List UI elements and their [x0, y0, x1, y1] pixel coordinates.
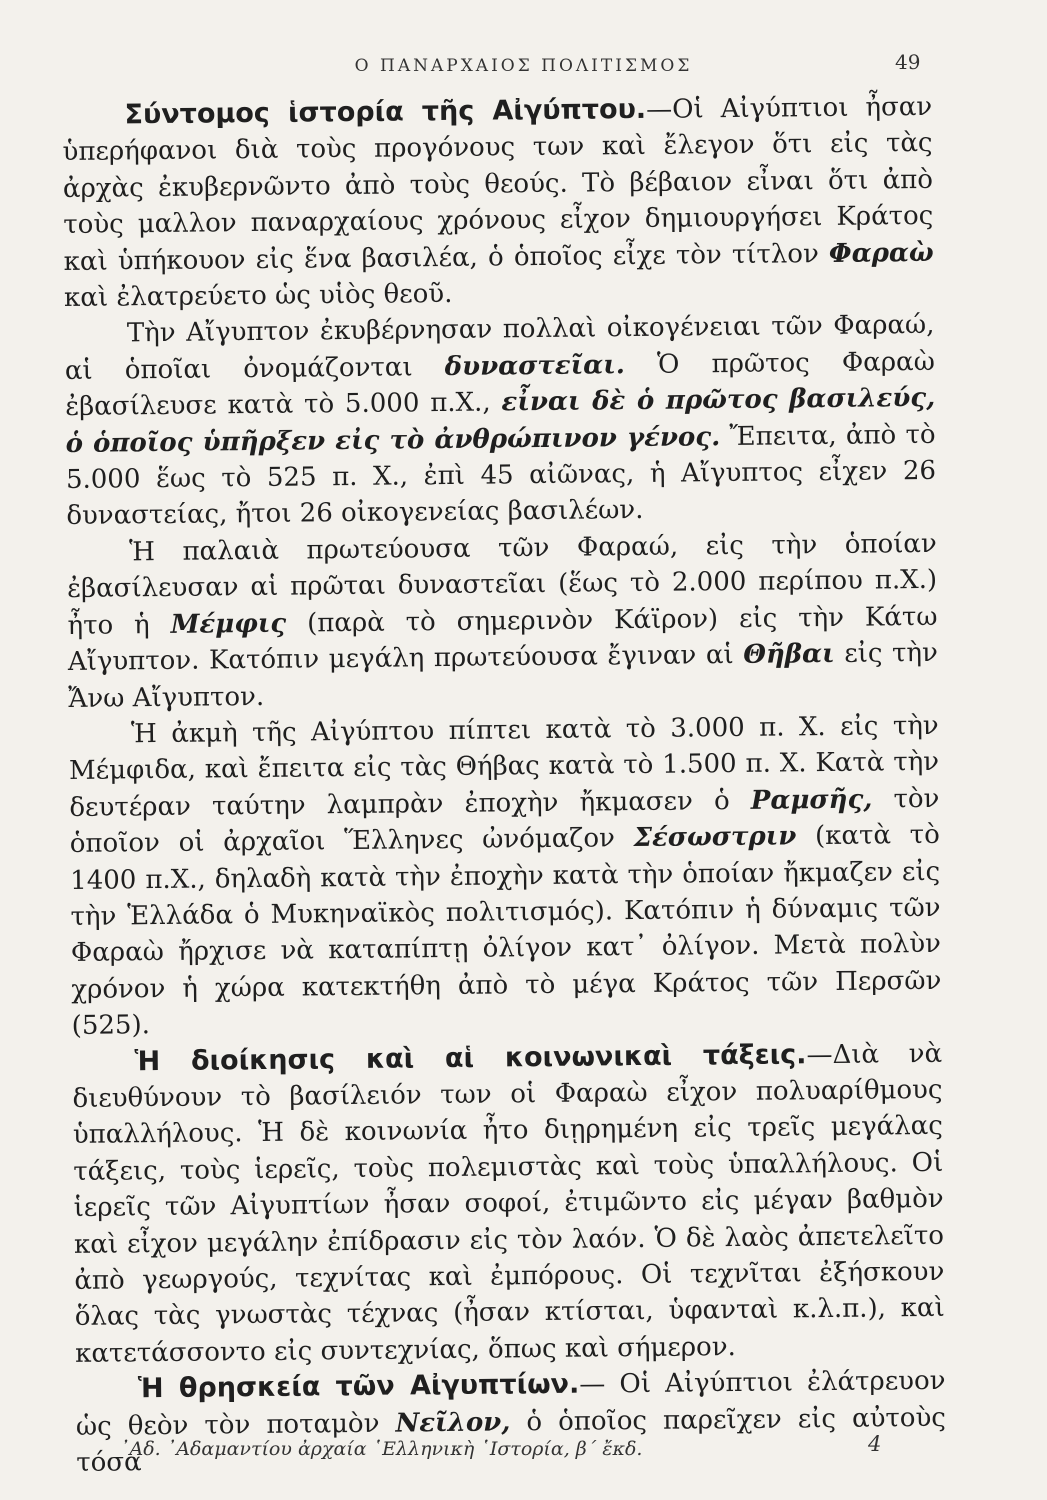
text-run: —Οἱ Αἰγύπτιοι ἦσαν ὑπερήφανοι διὰ τοὺς προγόνους των καὶ ἔλεγον ὅτι εἰς τὰς ἀρχὰς ἐκυβερνῶντο ἀπὸ τοὺς θεούς. Τὸ βέβαιον εἶναι ὅτι ἀπὸ τοὺς μαλλον παναρχαίους χρόνους εἶχον δημιουργήσει Κράτος καὶ ὑπήκουον εἰς ἕνα βασιλέα, ὁ ὁποῖος εἶχε τὸν τίτλον — [62, 91, 934, 277]
section-heading-history: Σύντομος ἱστορία τῆς Αἰγύπτου. — [124, 93, 647, 131]
text-run: ὁ ὁποῖος παρεῖχεν εἰς αὐτοὺς τόσα — [76, 1402, 947, 1478]
page-number: 49 — [895, 50, 921, 74]
term-sesostris: Σέσωστριν — [633, 821, 797, 854]
term-thebes: Θῆβαι — [743, 639, 835, 670]
body-text — [62, 89, 946, 1481]
term-pharaoh: Φαραὼ — [828, 237, 934, 269]
term-memphis: Μέμφις — [170, 608, 287, 640]
text-run: Ἡ παλαιὰ πρωτεύουσα τῶν Φαραώ, εἰς τὴν ὁποίαν ἐβασίλευσαν αἱ πρῶται δυναστεῖαι (ἕως τὸ 2.000 περίπου π.Χ.) ἦτο ἡ — [66, 528, 938, 641]
running-title: Ο ΠΑΝΑΡΧΑΙΟΣ ΠΟΛΙΤΙΣΜΟΣ — [354, 56, 693, 76]
text-run: — Οἱ Αἰγύπτιοι ἐλάτρευον ὡς θεὸν τὸν ποταμὸν — [75, 1366, 946, 1442]
paragraph-peak — [68, 708, 941, 1045]
section-heading-administration: Ἡ διοίκησις καὶ αἱ κοινωνικαὶ τάξεις. — [134, 1038, 807, 1077]
paragraph-administration — [72, 1035, 945, 1372]
section-heading-religion: Ἡ θρησκεία τῶν Αἰγυπτίων. — [137, 1368, 580, 1405]
text-run: Ἔπειτα, ἀπὸ τὸ 5.000 ἕως τὸ 525 π. Χ., ἐπὶ 45 αἰῶνας, ἡ Αἴγυπτος εἶχεν 26 δυναστείας, ἤτοι 26 οἰκογενείας βασιλέων. — [65, 419, 937, 532]
term-dynasties: δυναστεῖαι. — [444, 349, 625, 382]
text-run: Ἡ ἀκμὴ τῆς Αἰγύπτου πίπτει κατὰ τὸ 3.000 π. Χ. εἰς τὴν Μέμφιδα, καὶ ἔπειτα εἰς τὰς Θήβας κατὰ τὸ 1.500 π. Χ. Κατὰ τὴν δευτέραν ταύτην λαμπρὰν ἐποχὴν ἤκμασεν ὁ — [68, 710, 940, 823]
paragraph-dynasties — [64, 307, 936, 535]
paragraph-history — [62, 89, 934, 317]
paragraph-capitals — [67, 526, 939, 717]
text-run: Ὁ πρῶτος Φαραὼ ἐβασίλευσε κατὰ τὸ 5.000 π.Χ., — [65, 346, 935, 423]
emphasis-first-king: εἶναι δὲ ὁ πρῶτος βασιλεύς, ὁ ὁποῖος ὑπῆρξεν εἰς τὸ ἀνθρώπινον γένος. — [65, 383, 936, 459]
paragraph-religion — [75, 1363, 946, 1481]
text-run: εἰς τὴν Ἄνω Αἴγυπτον. — [68, 637, 939, 714]
text-run: —Διὰ νὰ διευθύνουν τὸ βασίλειόν των οἱ Φαραὼ εἶχον πολυαρίθμους ὑπαλλήλους. Ἡ δὲ κοινωνία ἦτο διῃρημένη εἰς τρεῖς μεγάλας τάξεις, τοὺς ἱερεῖς, τοὺς πολεμιστὰς καὶ τοὺς ὑπαλλήλους. Οἱ ἱερεῖς τῶν Αἰγυπτίων ἦσαν σοφοί, ἐτιμῶντο εἰς μέγαν βαθμὸν καὶ εἶχον μεγάλην ἐπίδρασιν εἰς τὸν λαόν. Ὁ δὲ λαὸς ἀπετελεῖτο ἀπὸ γεωργούς, τεχνίτας καὶ ἐμπόρους. Οἱ τεχνῖται ἐξήσκουν ὅλας τὰς γνωστὰς τέχνας (ἦσαν κτίσται, ὑφανταὶ κ.λ.π.), καὶ κατετάσσοντο εἰς συντεχνίας, ὅπως καὶ σήμερον. — [72, 1038, 945, 1369]
text-run: (κατὰ τὸ 1400 π.Χ., δηλαδὴ κατὰ τὴν ἐποχὴν κατὰ τὴν ὁποίαν ἤκμαζεν εἰς τὴν Ἑλλάδα ὁ Μυκηναϊκὸς πολιτισμός). Κατόπιν ἡ δύναμις τῶν Φαραὼ ἤρχισε νὰ καταπίπτῃ ὀλίγον κατ᾽ ὀλίγον. Μετὰ πολὺν χρόνον ἡ χώρα κατεκτήθη ἀπὸ τὸ μέγα Κράτος τῶν Περσῶν (525). — [70, 819, 942, 1042]
term-ramses: Ραμσῆς, — [750, 784, 873, 816]
text-run: Τὴν Αἴγυπτον ἐκυβέρνησαν πολλαὶ οἰκογένειαι τῶν Φαραώ, αἱ ὁποῖαι ὀνομάζονται — [64, 310, 935, 386]
sheet-number: 4 — [868, 1432, 882, 1456]
text-run: τὸν ὁποῖον οἱ ἀρχαῖοι Ἕλληνες ὠνόμαζον — [69, 783, 940, 860]
text-run: (παρὰ τὸ σημερινὸν Κάϊρον) εἰς τὴν Κάτω Αἴγυπτον. Κατόπιν μεγάλη πρωτεύουσα ἔγιναν αἱ — [67, 601, 938, 678]
text-run: καὶ ἐλατρεύετο ὡς υἱὸς θεοῦ. — [63, 278, 453, 314]
term-nile: Νεῖλον, — [395, 1407, 511, 1439]
footer-signature: ᾿Αδ. ᾿Αδαμαντίου ἀρχαία ῾Ελληνικὴ ῾Ιστορία, β´ ἔκδ. — [120, 1438, 643, 1460]
